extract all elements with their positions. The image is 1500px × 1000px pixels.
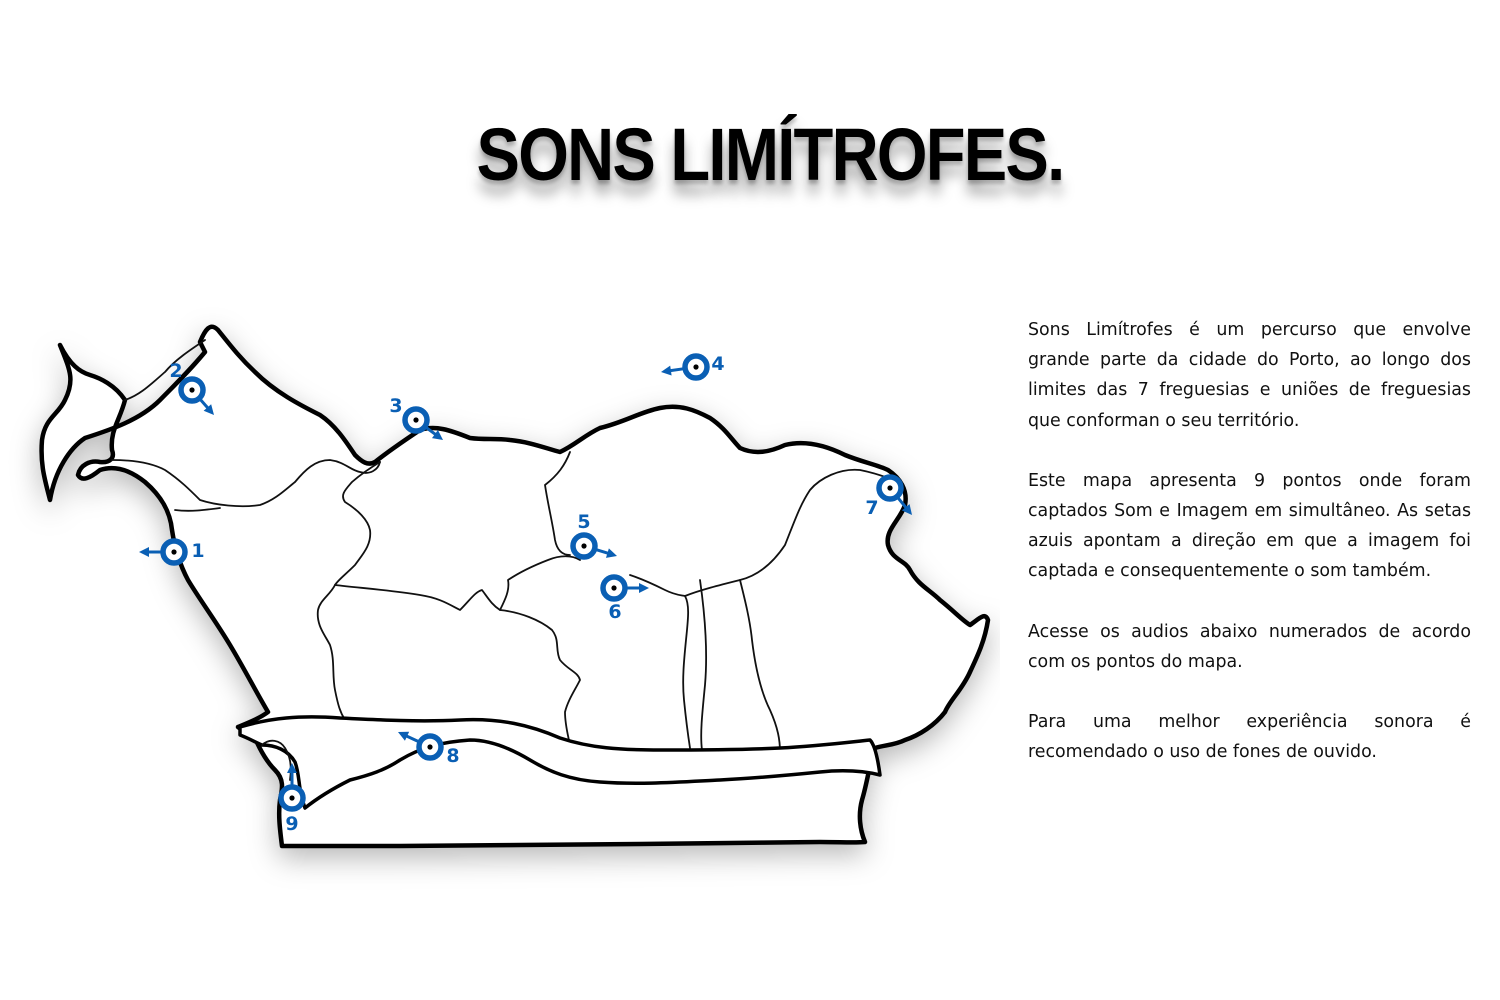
marker-dot-4 (693, 364, 698, 369)
marker-label-2: 2 (169, 360, 183, 382)
marker-dot-8 (427, 744, 432, 749)
description-text (1028, 315, 1471, 797)
marker-dot-2 (189, 387, 194, 392)
arrow-head-4 (661, 366, 672, 376)
marker-label-7: 7 (865, 497, 879, 519)
description-paragraph-1: Sons Limítrofes é um percurso que envolve grande parte da cidade do Porto, ao longo dos limites das 7 freguesias e uniões de freguesias que conforman o seu território. (1028, 320, 1471, 431)
marker-dot-3 (413, 417, 418, 422)
marker-label-8: 8 (446, 745, 460, 767)
marker-label-9: 9 (285, 813, 299, 835)
marker-label-1: 1 (191, 540, 205, 562)
description-paragraph-4: Para uma melhor experiência sonora é recomendado o uso de fones de ouvido. (1028, 712, 1471, 763)
marker-dot-1 (171, 549, 176, 554)
marker-label-6: 6 (608, 601, 622, 623)
marker-dot-5 (581, 543, 586, 548)
marker-dot-7 (887, 485, 892, 490)
marker-label-5: 5 (577, 511, 591, 533)
marker-dot-9 (289, 795, 294, 800)
map-marker-1[interactable] (139, 540, 205, 563)
marker-label-3: 3 (389, 395, 403, 417)
description-paragraph-3: Acesse os audios abaixo numerados de acordo com os pontos do mapa. (1028, 621, 1471, 672)
page-title: SONS LIMÍTROFES. (476, 113, 1064, 196)
description-paragraph-2: Este mapa apresenta 9 pontos onde foram captados Som e Imagem em simultâneo. As setas azuis apontam a direção em que a imagem foi captada e consequentemente o som também. (1028, 470, 1471, 582)
map-marker-4[interactable] (661, 353, 725, 378)
marker-label-4: 4 (711, 353, 725, 375)
marker-dot-6 (611, 585, 616, 590)
arrow-head-1 (139, 547, 149, 557)
map-marker-3[interactable] (389, 395, 443, 440)
